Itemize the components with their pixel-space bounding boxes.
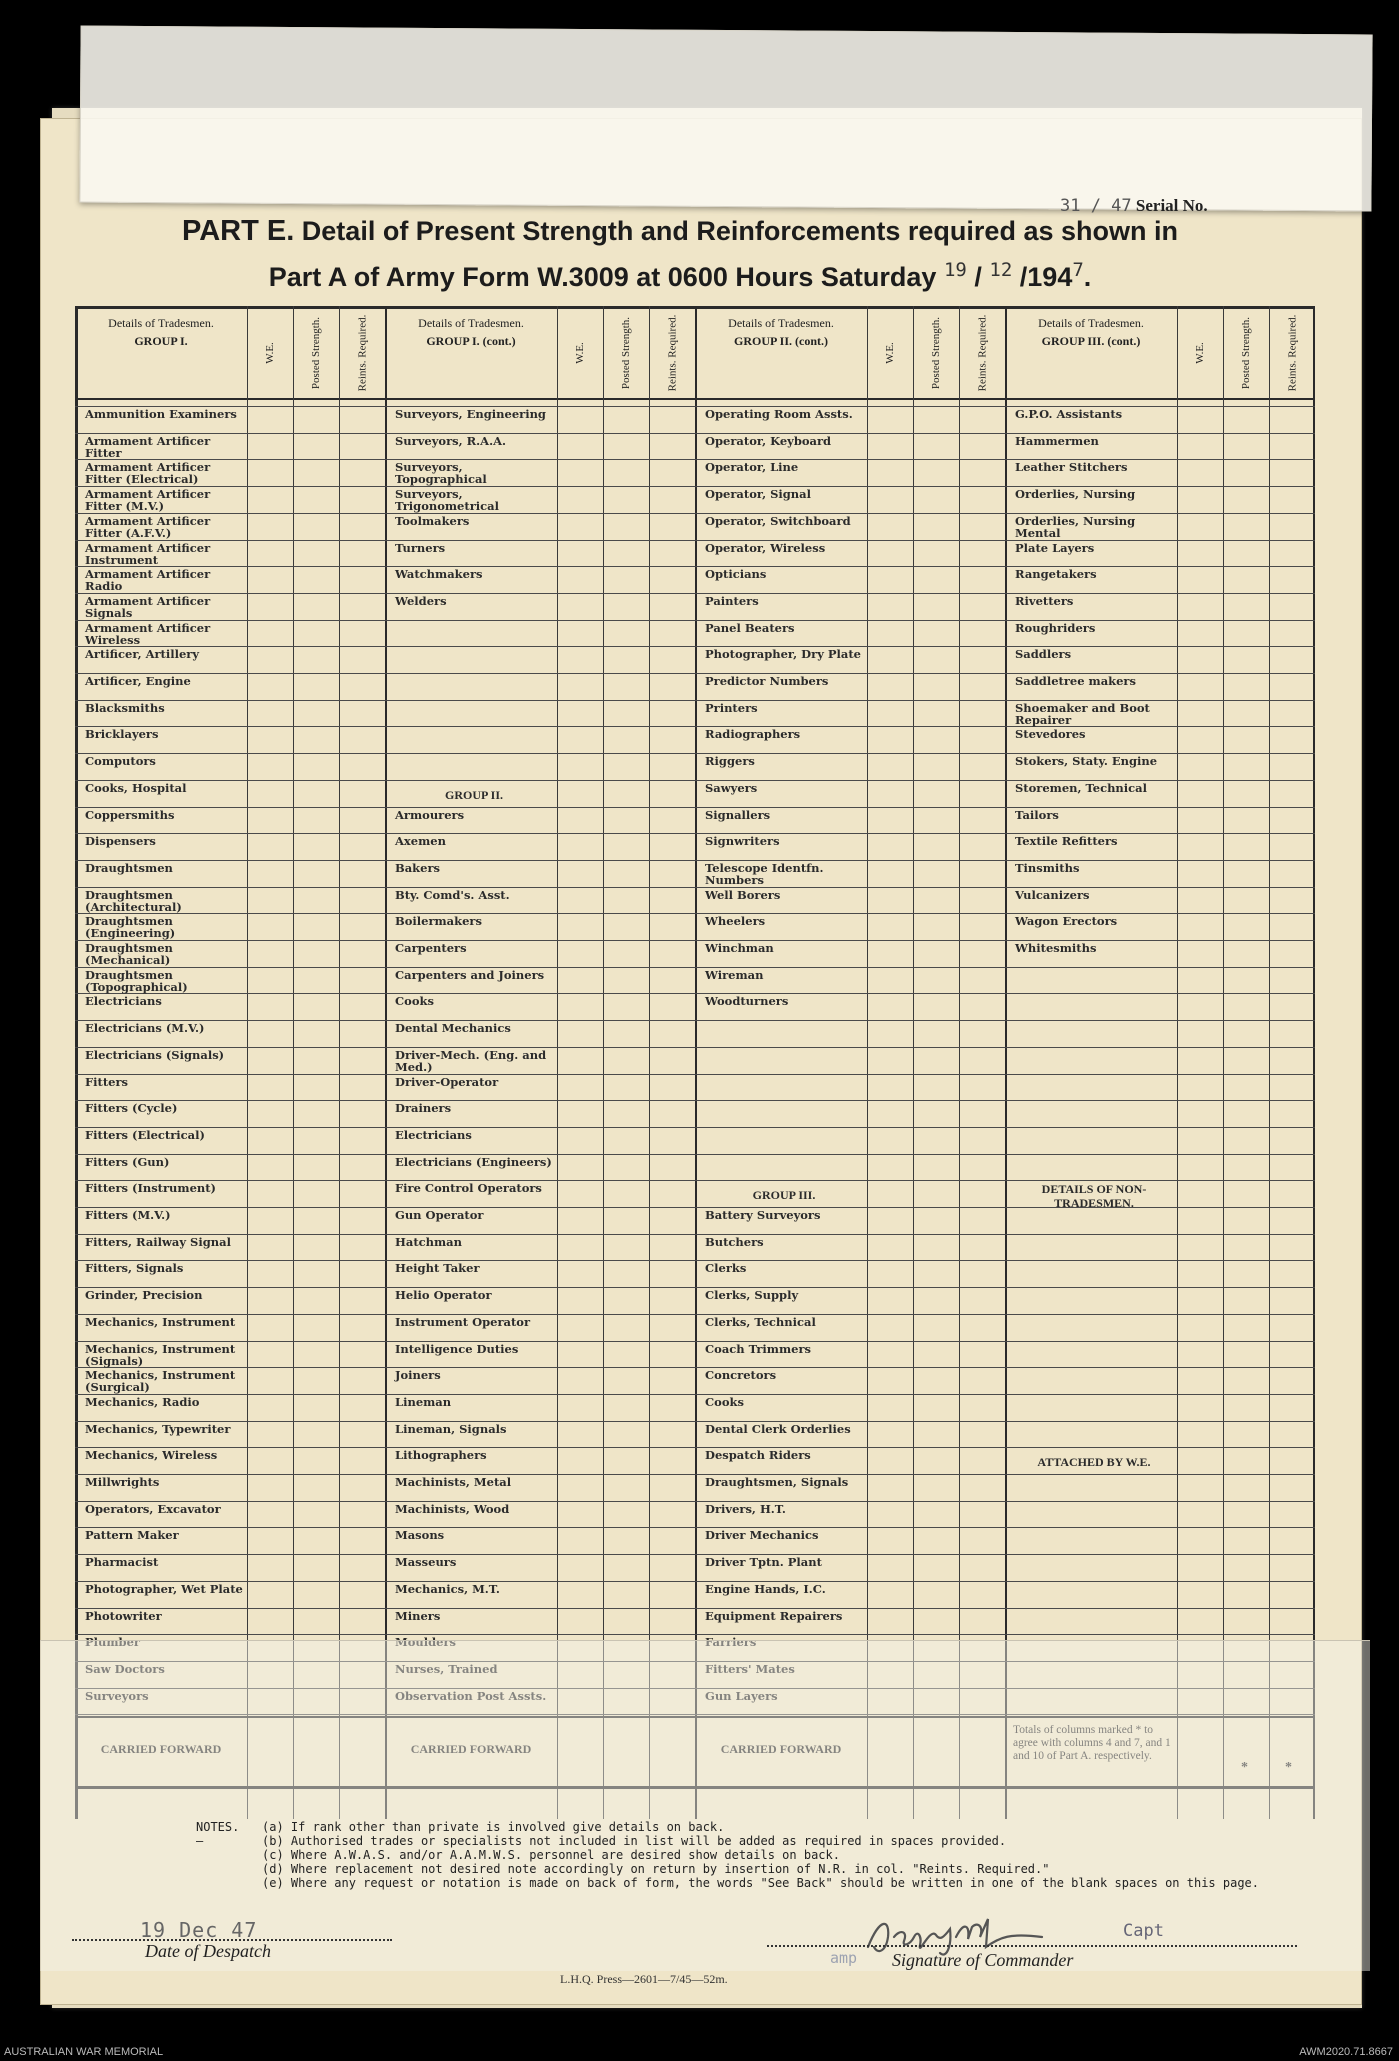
trade-row-label: Mechanics, Instrument (Signals) [85,1341,236,1368]
trade-row-label: Photographer, Dry Plate [705,647,861,662]
trade-row-label: Armament Artificer Wireless [85,620,211,647]
trade-row-label: Riggers [705,754,755,769]
row-rule [75,1100,1315,1101]
unit-stamp: amp [830,1949,858,1967]
trade-row-label: Surveyors, Engineering [395,407,546,421]
carried-forward-label: CARRIED FORWARD [410,1742,532,1757]
trade-row-label: Printers [705,700,758,715]
trade-row-label: Instrument Operator [395,1314,531,1329]
trade-row-label: Dispensers [85,834,156,849]
row-rule [75,1047,1315,1048]
trade-row-label: Mechanics, Radio [85,1394,200,1409]
trade-row-label: Cooks [395,994,434,1009]
trade-row-label: Woodturners [705,994,789,1009]
column-divider [959,306,960,1819]
note-a: (a) If rank other than private is involved give details on back. [262,1820,725,1834]
trade-row-label: Armament Artificer Fitter (Electrical) [85,460,211,487]
column-header-text: W.E. [884,342,896,364]
trade-row-label: Farriers [705,1635,757,1650]
trade-row-label: Fitters' Mates [705,1661,795,1676]
trade-row-label: Millwrights [85,1475,160,1489]
row-rule [75,1287,1315,1288]
trade-row-label: Armament Artificer Fitter (M.V.) [85,487,211,514]
trade-row-label: Armament Artificer Signals [85,593,211,620]
trade-row-label: Fitters (Cycle) [85,1101,178,1116]
trade-row-label: Operators, Excavator [85,1501,221,1516]
title-slash: / [974,262,982,292]
trade-row-label: Draughtsmen (Engineering) [85,914,176,941]
group-header-label: GROUP I. (cont.) [426,334,516,348]
title-year-suffix: 7 [1072,259,1084,281]
trade-row-label: Storemen, Technical [1015,780,1147,795]
form-title [120,212,1240,297]
trade-row-label: Coppersmiths [85,807,175,822]
trade-row-label: Predictor Numbers [705,674,829,688]
column-header-text: Posted Strength. [930,316,942,390]
row-rule [75,1501,1315,1502]
row-rule [75,1421,1315,1422]
column-header-we [558,312,602,394]
column-divider [913,306,914,1819]
column-header-posted [914,312,958,394]
trade-row-label: Computors [85,754,156,769]
trade-row-label: Wheelers [705,914,766,929]
footer-accession: AWM2020.71.8667 [1299,2046,1393,2058]
serial-value: 31 / 47 [1060,196,1132,216]
group-header-label: GROUP I. [134,334,188,348]
trade-row-label: Battery Surveyors [705,1208,821,1222]
trade-row-label: Clerks [705,1261,747,1276]
trade-row-label: Mechanics, M.T. [395,1581,500,1596]
column-header-reints [340,312,384,394]
footer-institution: AUSTRALIAN WAR MEMORIAL [4,2046,164,2058]
trade-row-label: Equipment Repairers [705,1608,843,1623]
trade-row-label: Wagon Erectors [1015,914,1118,929]
trade-row-label: Surveyors [85,1688,149,1703]
row-rule [75,860,1315,861]
table-right-edge [1313,306,1315,1819]
trade-row-label: Coach Trimmers [705,1341,811,1356]
carried-forward-label: CARRIED FORWARD [720,1742,842,1757]
row-rule [75,913,1315,914]
trade-row-label: Machinists, Wood [395,1501,510,1516]
trade-row-label: Draughtsmen (Architectural) [85,887,182,914]
column-header-we [248,312,292,394]
trade-row-label: Signwriters [705,834,780,849]
trade-row-label: Mechanics, Instrument [85,1314,236,1329]
row-rule [75,1074,1315,1075]
trade-row-label: Ammunition Examiners [85,407,237,421]
row-rule [75,1608,1315,1609]
overlay-carbon-sheet-top [79,25,1372,211]
trade-row-label: Roughriders [1015,620,1096,635]
trade-row-label: Signallers [705,807,771,822]
trade-row-label: Plate Layers [1015,540,1095,555]
row-rule [75,1154,1315,1155]
trade-row-label: Dental Mechanics [395,1021,511,1036]
trade-row-label: Pattern Maker [85,1528,179,1543]
trade-row-label: Welders [395,593,447,608]
trade-row-label: Armament Artificer Fitter [85,433,211,460]
title-line1: Detail of Present Strength and Reinforcements required as shown in [301,216,1178,246]
note-b: (b) Authorised trades or specialists not included in list will be added as required in spaces provided. [262,1834,1007,1848]
trade-row-label: Driver-Mech. (Eng. and Med.) [395,1047,547,1074]
column-header-text: Reints. Required. [1286,314,1298,392]
row-rule [75,940,1315,941]
trade-row-label: Axemen [395,834,446,849]
non-tradesmen-label: DETAILS OF NON-TRADESMEN. [1041,1182,1147,1211]
trade-row-label: Draughtsmen (Topographical) [85,967,188,994]
trade-row-label: Operator, Line [705,460,799,475]
trade-row-label: Rivetters [1015,593,1074,608]
row-rule [75,1260,1315,1261]
trade-row-label: Wireman [705,967,764,982]
trade-row-label: Operator, Switchboard [705,513,851,528]
trade-row-label: Artificer, Engine [85,674,191,688]
trade-row-label: Lithographers [395,1448,487,1463]
trade-row-label: Masseurs [395,1555,457,1570]
row-rule [75,726,1315,727]
trade-row-label: Despatch Riders [705,1448,811,1463]
trade-row-label: Bty. Comd's. Asst. [395,887,510,902]
row-rule [75,1581,1315,1582]
attached-by-we-label: ATTACHED BY W.E. [1037,1455,1151,1470]
signature-dotted-line [767,1945,1297,1947]
details-header [385,316,557,348]
trade-row-label: Watchmakers [395,567,483,582]
trade-row-label: Draughtsmen, Signals [705,1475,849,1489]
column-divider [603,306,604,1819]
trade-row-label: Operator, Signal [705,487,811,502]
group-header-label: GROUP II. (cont.) [734,334,828,348]
trade-row-label: Operator, Keyboard [705,433,832,448]
column-header-text: W.E. [264,342,276,364]
trade-row-label: Helio Operator [395,1288,492,1303]
trade-row-label: Turners [395,540,446,555]
trade-row-label: Surveyors, Trigonometrical [395,487,499,514]
column-header-text: W.E. [574,342,586,364]
details-header-label: Details of Tradesmen. [728,316,834,330]
row-rule [75,1394,1315,1395]
row-rule [75,1020,1315,1021]
trade-row-label: Electricians (M.V.) [85,1021,205,1036]
trade-row-label: Hatchman [395,1234,462,1249]
trade-row-label: Armament Artificer Instrument [85,540,211,567]
signature-label: Signature of Commander [892,1950,1074,1970]
column-header-text: W.E. [1194,342,1206,364]
trade-row-label: Intelligence Duties [395,1341,519,1356]
row-rule [75,807,1315,808]
row-rule [75,967,1315,968]
trade-row-label: Fitters [85,1074,129,1089]
trade-row-label: Nurses, Trained [395,1661,498,1676]
details-header [1005,316,1177,348]
trade-row-label: Saw Doctors [85,1661,165,1676]
trade-row-label: Whitesmiths [1015,941,1097,955]
trade-row-label: Gun Layers [705,1688,778,1703]
row-rule [75,1527,1315,1528]
row-rule [75,593,1315,594]
trade-row-label: Engine Hands, I.C. [705,1581,826,1596]
trade-row-label: Lineman, Signals [395,1421,507,1436]
trade-row-label: Fitters (Electrical) [85,1127,205,1142]
trade-row-label: Toolmakers [395,513,470,528]
totals-note: Totals of columns marked * to agree with columns 4 and 7, and 1 and 10 of Part A. respectively. [1013,1724,1171,1763]
trade-row-label: Electricians (Engineers) [395,1154,552,1169]
row-rule [75,1447,1315,1448]
trade-row-label: Electricians (Signals) [85,1047,225,1062]
row-rule [75,993,1315,994]
column-header-text: Reints. Required. [356,314,368,392]
details-header [695,316,867,348]
signature-rank: Capt [1123,1921,1164,1941]
note-d: (d) Where replacement not desired note accordingly on return by insertion of N.R. in col. "Reints. Required." [262,1862,1050,1876]
trade-row-label: Shoemaker and Boot Repairer [1015,700,1150,727]
trade-row-label: Armament Artificer Fitter (A.F.V.) [85,513,211,540]
trade-row-label: Electricians [85,994,162,1009]
trade-row-label: Driver Tptn. Plant [705,1555,822,1570]
row-rule [75,1474,1315,1475]
trade-row-label: Radiographers [705,727,801,742]
trade-row-label: Painters [705,593,759,608]
column-divider [1269,306,1270,1819]
despatch-date-label: Date of Despatch [145,1941,271,1961]
trade-row-label: Draughtsmen (Mechanical) [85,941,173,967]
column-header-posted [604,312,648,394]
column-header-text: Posted Strength. [620,316,632,390]
trade-row-label: Bakers [395,860,440,875]
column-header-reints [960,312,1004,394]
trade-row-label: Clerks, Technical [705,1314,816,1329]
trade-row-label: Cooks, Hospital [85,780,187,795]
trade-row-label: Saddlers [1015,647,1072,662]
row-rule [75,1234,1315,1235]
trade-row-label: Carpenters and Joiners [395,967,545,982]
trade-row-label: G.P.O. Assistants [1015,407,1123,421]
trade-row-label: Mechanics, Typewriter [85,1421,231,1436]
row-rule [75,1554,1315,1555]
trade-row-label: Plumber [85,1635,140,1650]
row-rule [75,433,1315,434]
trade-row-label: Drivers, H.T. [705,1501,786,1516]
trade-row-label: Vulcanizers [1015,887,1090,902]
trade-row-label: Cooks [705,1394,744,1409]
trade-row-label: Surveyors, Topographical [395,460,487,487]
trade-row-label: Dental Clerk Orderlies [705,1421,851,1436]
trade-row-label: Panel Beaters [705,620,795,635]
trade-row-label: Rangetakers [1015,567,1097,582]
trade-row-label: Sawyers [705,780,758,795]
trade-row-label: Carpenters [395,941,467,955]
serial-label: Serial No. [1135,196,1208,215]
trade-row-label: Well Borers [705,887,781,902]
trade-row-label: Hammermen [1015,433,1099,448]
section-divider [385,306,387,1819]
totals-star-reints: * [1285,1760,1292,1776]
trade-row-label: Textile Refitters [1015,834,1118,849]
trade-row-label: Fire Control Operators [395,1181,542,1196]
trade-row-label: Driver Mechanics [705,1528,819,1543]
trade-row-label: Leather Stitchers [1015,460,1128,475]
column-divider [339,306,340,1819]
trade-row-label: Armourers [395,807,465,822]
carried-forward-label: CARRIED FORWARD [100,1742,222,1757]
row-rule [75,1127,1315,1128]
column-header-text: Posted Strength. [1240,316,1252,390]
group-header-label: GROUP III. (cont.) [1041,334,1141,348]
trade-row-label: Photographer, Wet Plate [85,1581,243,1596]
trade-row-label: Orderlies, Nursing Mental [1015,513,1136,540]
column-divider [1223,306,1224,1819]
title-date-month: 12 [989,259,1013,281]
row-rule [75,646,1315,647]
details-header-label: Details of Tradesmen. [1038,316,1144,330]
trade-row-label: Operator, Wireless [705,540,826,555]
trade-row-label: Clerks, Supply [705,1288,799,1303]
section-divider [75,306,78,1819]
trade-row-label: Stokers, Staty. Engine [1015,754,1158,769]
title-part: PART E. [182,215,295,247]
trade-row-label: Opticians [705,567,767,582]
trade-row-label: Butchers [705,1234,764,1249]
trade-row-label: Artificer, Artillery [85,647,200,662]
strength-table [75,306,1315,1819]
press-mark: L.H.Q. Press—2601—7/45—52m. [560,1972,728,1986]
row-rule [75,1367,1315,1368]
notes-lead: NOTES.— [196,1820,240,1848]
trade-row-label: Driver-Operator [395,1074,499,1089]
trade-row-label: Joiners [395,1368,441,1383]
trade-row-label: Grinder, Precision [85,1288,203,1303]
column-header-reints [650,312,694,394]
column-header-text: Reints. Required. [976,314,988,392]
trade-row-label: Mechanics, Instrument (Surgical) [85,1368,236,1395]
trade-row-label: Bricklayers [85,727,159,742]
details-header [75,316,247,348]
column-header-reints [1270,312,1314,394]
note-c: (c) Where A.W.A.S. and/or A.A.M.W.S. personnel are desired show details on back. [262,1848,840,1862]
row-rule [75,887,1315,888]
column-divider [557,306,558,1819]
trade-row-label: Fitters (Instrument) [85,1181,216,1196]
trade-row-label: Fitters, Signals [85,1261,184,1276]
row-rule [75,1180,1315,1181]
trade-row-label: Boilermakers [395,914,482,929]
title-year-prefix: /194 [1019,262,1073,292]
title-end: . [1083,262,1092,292]
trade-row-label: Draughtsmen [85,860,173,875]
trade-row-label: Stevedores [1015,727,1086,742]
row-rule [75,1634,1315,1635]
trade-row-label: Armament Artificer Radio [85,567,211,594]
notes-items [262,1820,1302,1890]
trade-row-label: Saddletree makers [1015,674,1136,688]
title-line2: Part A of Army Form W.3009 at 0600 Hours Saturday [268,262,937,292]
row-rule [75,1341,1315,1342]
trade-row-label: Fitters (M.V.) [85,1208,171,1222]
note-e: (e) Where any request or notation is made on back of form, the words "See Back" should be written in one of the blank spaces on this page. [262,1876,1259,1890]
row-rule [75,620,1315,621]
column-header-we [1178,312,1222,394]
title-date-day: 19 [943,259,967,281]
row-rule [75,833,1315,834]
column-header-text: Posted Strength. [310,316,322,390]
row-rule [75,540,1315,541]
column-divider [1177,306,1178,1819]
trade-row-label: Drainers [395,1101,452,1116]
trade-row-label: Lineman [395,1394,452,1409]
trade-row-label: Miners [395,1608,441,1623]
trade-row-label: Concretors [705,1368,777,1383]
trade-row-label: Electricians [395,1127,472,1142]
despatch-date-value: 19 Dec 47 [140,1918,258,1942]
trade-row-label: Mechanics, Wireless [85,1448,218,1463]
trade-row-label: Height Taker [395,1261,480,1276]
row-rule [75,1314,1315,1315]
column-header-we [868,312,912,394]
trade-row-label: Pharmacist [85,1555,159,1570]
trade-row-label: Tinsmiths [1015,860,1080,875]
trade-row-label: Gun Operator [395,1208,484,1222]
trade-row-label: Fitters, Railway Signal [85,1234,231,1249]
trade-row-label: Winchman [705,941,774,955]
trade-row-label: Surveyors, R.A.A. [395,433,507,448]
trade-row-label: Observation Post Assts. [395,1688,547,1703]
column-divider [649,306,650,1819]
trade-row-label: Operating Room Assts. [705,407,853,421]
trade-row-label: Orderlies, Nursing [1015,487,1136,502]
group-iii-label: GROUP III. [752,1188,816,1203]
row-rule [75,459,1315,460]
column-header-posted [294,312,338,394]
row-rule [75,406,1315,407]
trade-row-label: Fitters (Gun) [85,1154,170,1169]
group-ii-label: GROUP II. [444,787,503,802]
trade-row-label: Moulders [395,1635,457,1650]
trade-row-label: Telescope Identfn. Numbers [705,860,824,887]
trade-row-label: Tailors [1015,807,1059,822]
section-divider [1005,306,1007,1819]
column-header-posted [1224,312,1268,394]
column-divider [867,306,868,1819]
trade-row-label: Photowriter [85,1608,162,1623]
details-header-label: Details of Tradesmen. [108,316,214,330]
column-header-text: Reints. Required. [666,314,678,392]
trade-row-label: Machinists, Metal [395,1475,512,1489]
row-rule [75,566,1315,567]
trade-row-label: Blacksmiths [85,700,165,715]
trade-row-label: Masons [395,1528,445,1543]
totals-star-posted: * [1241,1760,1248,1776]
section-divider [695,306,697,1819]
column-divider [247,306,248,1819]
column-divider [293,306,294,1819]
details-header-label: Details of Tradesmen. [418,316,524,330]
